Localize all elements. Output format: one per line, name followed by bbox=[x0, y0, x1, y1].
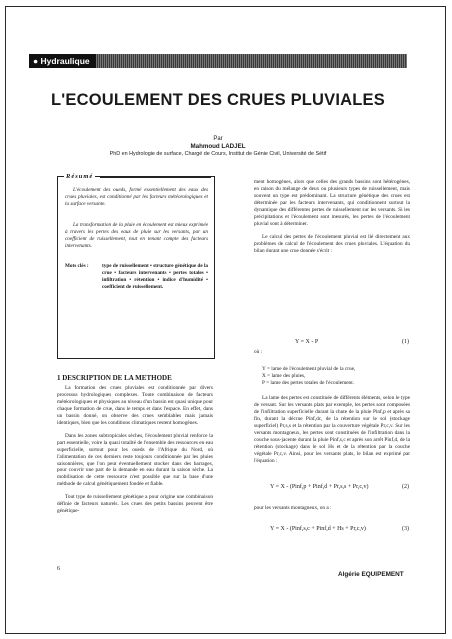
body-paragraph: Le calcul des pertes de l'écoulement pluvial est lié directement aux problèmes de calcul de l'écoulement des crues pluviales. L'équation du bilan durant une crue donnée s'écrit : bbox=[254, 233, 410, 254]
ou-label: où : bbox=[254, 349, 263, 355]
journal-name: Algérie EQUIPEMENT bbox=[338, 571, 404, 578]
byline-par: Par bbox=[213, 136, 223, 142]
equation-number: (1) bbox=[402, 339, 409, 345]
page-number: 6 bbox=[57, 566, 60, 572]
abstract-box bbox=[57, 173, 215, 359]
body-paragraph: Tout type de ruissellement génétique a pour origine une combinaison définie de facteurs naturels. Les crues des petits bassins peuvent être génétique- bbox=[57, 494, 213, 515]
keywords-list: type de ruissellement • structure génétique de la crue • facteurs intervenants • pertes totales • infiltration • rétention • indice d'humidité • coefficient de ruissellement. bbox=[102, 263, 208, 291]
author-name: Mahmoud LADJEL bbox=[190, 143, 246, 150]
equation-2: Y = X - (Pinf,p + Pinf,d + Pr,s,s + Pr,c,v) bbox=[270, 484, 369, 490]
equation-number: (3) bbox=[402, 526, 409, 532]
definition-y: Y = lame de l'écoulement pluvial de la crue, bbox=[262, 366, 356, 372]
equation-number: (2) bbox=[402, 484, 409, 490]
abstract-paragraph-2: La transformation de la pluie en écoulement est mieux exprimée à travers les pertes des eaux de pluie sur les versants, par un coefficient de ruissellement, tout en tenant compte des facteurs intervenants. bbox=[65, 222, 208, 250]
definition-p: P = lame des pertes totales de l'écoulement. bbox=[262, 380, 354, 386]
abstract-rule bbox=[100, 177, 211, 178]
body-paragraph: La lame des pertes est constituée de différents éléments, selon le type de versant. Sur les versants plats par exemple, les pertes sont composées de l'infiltration superficielle durant la chute de la pluie Pinf,p et après sa fin, durant la décrue Pinf,dc, de la rétention sur le sol (stockage superficiel) Pr,s,s et la rétention par la couverture végétale Pr,c,v. Sur les versants montagneux, les pertes sont constituées de l'infiltration dans la couche sous-jacente durant la pluie Pinf,s,c et après son arrêt Pinf,d, de la rétention (stockage) dans le sol Hs et de la rétention par la couche végétale Pr,c,v. Ainsi, pour les versants plats, le bilan est exprimé par l'équation : bbox=[254, 395, 410, 464]
section-label: ● Hydraulique bbox=[29, 54, 96, 68]
article-title: L'ECOULEMENT DES CRUES PLUVIALES bbox=[51, 91, 385, 109]
definition-x: X = lame des pluies, bbox=[262, 373, 306, 379]
right-column-middle bbox=[254, 395, 410, 465]
abstract-paragraph-1: L'écoulement des oueds, formé essentiellement des eaux des crues pluviales, est conditionné par les facteurs météorologiques et la surface versante. bbox=[65, 187, 208, 208]
keywords-label: Mots clés : bbox=[65, 263, 89, 269]
body-paragraph: Dans les zones subtropicales sèches, l'écoulement pluvial renforce la part essentielle, voire la quasi totalité de l'ensemble des ressources en eau superficielle, surtout pour les oueds de l'Afrique du Nord, où l'alimentation de ces derniers reste toujours conditionnée par les pluies saisonnières, que l'on peut éventuellement stocker dans des barrages, pour couvrir une part de la demande en eau durant la saison sèche. La mobilisation de cette ressource n'est possible que sur la base d'une méthode de calcul génétiquement fondée et fiable. bbox=[57, 432, 213, 488]
left-column bbox=[57, 385, 213, 515]
equation-3: Y = X - (Pinf,s,c + Pinf,d + Hs + Pr,c,v) bbox=[270, 526, 366, 532]
body-paragraph: La formation des crues pluviales est conditionnée par divers processus hydrologiques complexes. Toute combinaison de facteurs météorologiques et physiques au niveau d'un bassin est quasi unique pour chaque formation de crue, dans le temps et dans l'espace. En effet, dans un bassin donné, on observe des crues semblables mais jamais identiques, bien que les conditions climatiques restent homogènes. bbox=[57, 385, 214, 426]
body-paragraph: ment homogènes, alors que celles des grands bassins sont hétérogènes, en raison du mélange de deux ou plusieurs types de ruissellement, mais souvent un type est prédominant. La structure génétique des crues est déterminée par les facteurs intervenants, qui conditionnent surtout la dynamique des différentes pertes de ruissellement sur les versants. Si les précipitations et l'écoulement sont mesurés, les pertes de l'écoulement pluvial sont à déterminer. bbox=[254, 179, 410, 227]
equation-1: Y = X - P bbox=[295, 339, 319, 345]
right-column-top bbox=[254, 179, 410, 255]
author-affiliation: PhD en Hydrologie de surface, Chargé de Cours, Institut de Génie Civil, Université de Sétif bbox=[109, 151, 327, 157]
right-column-bottom: pour les versants montagneux, on a : bbox=[254, 505, 332, 511]
definitions-list bbox=[254, 366, 410, 387]
section-header-band bbox=[29, 54, 407, 68]
section-heading: 1 DESCRIPTION DE LA METHODE bbox=[57, 374, 172, 382]
abstract-heading: Résumé bbox=[66, 173, 94, 180]
